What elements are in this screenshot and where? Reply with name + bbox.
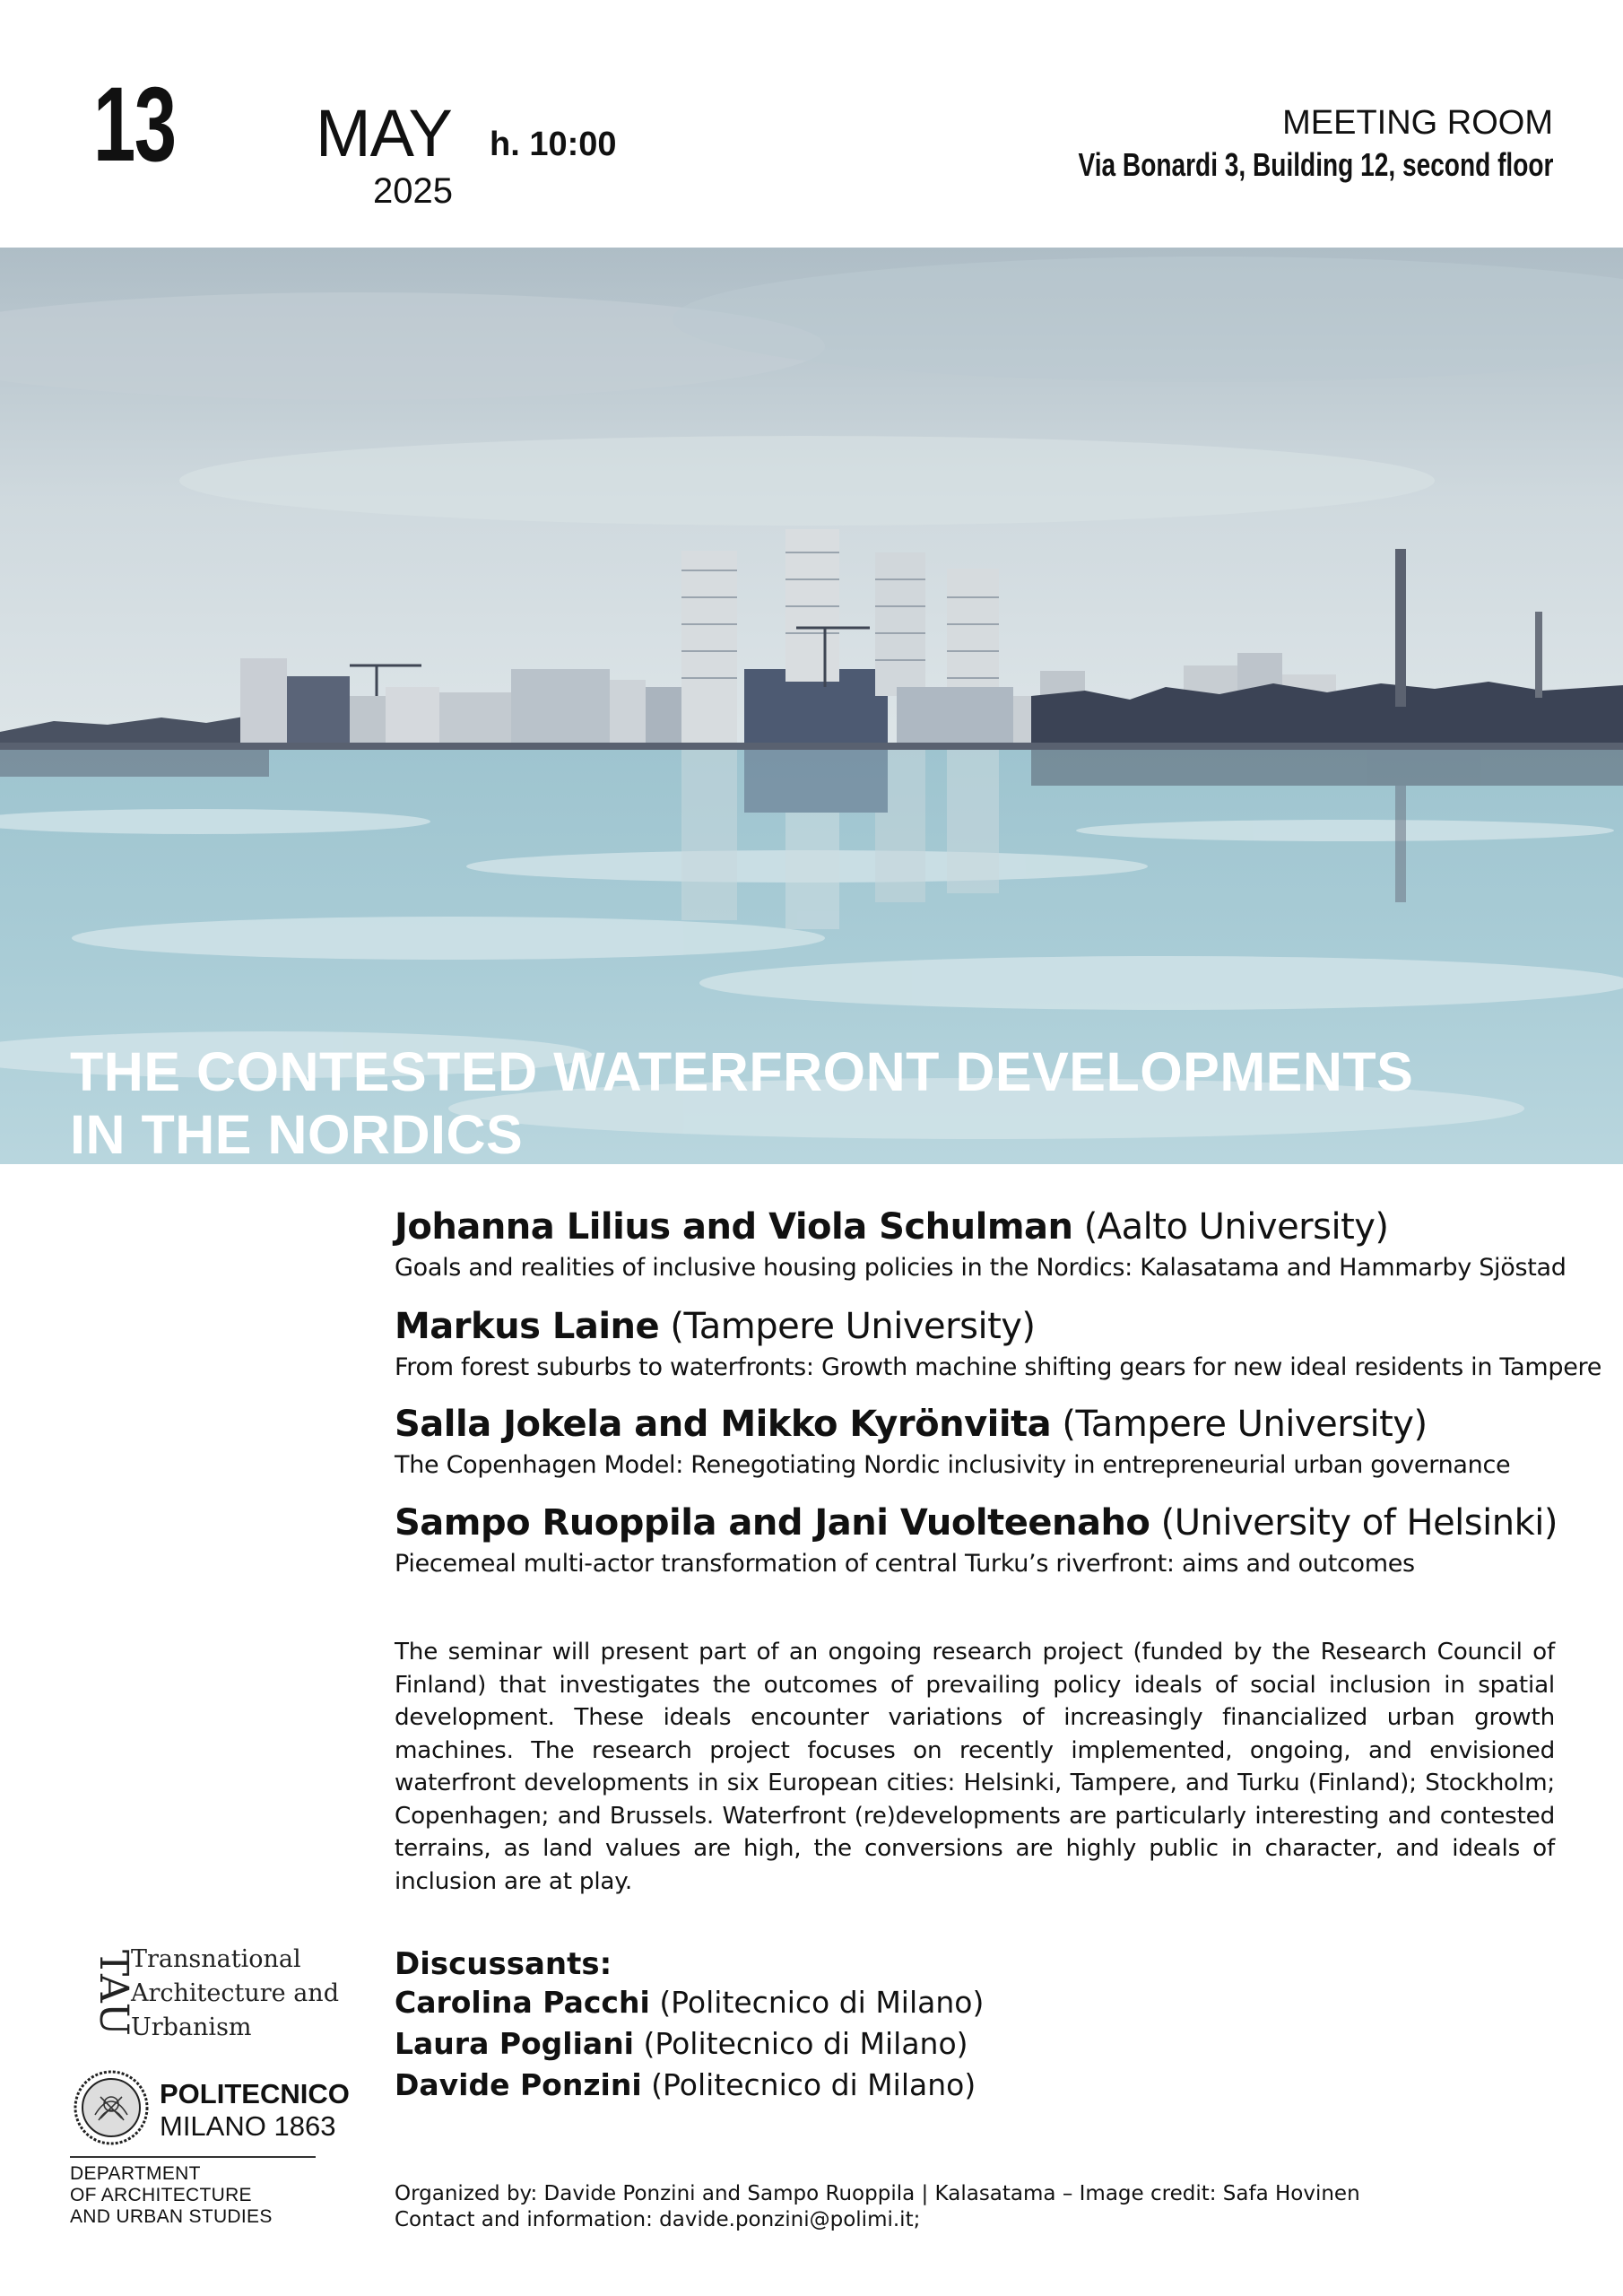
- discussant-name: Carolina Pacchi: [395, 1985, 650, 2020]
- discussant-name: Laura Pogliani: [395, 2026, 634, 2061]
- tau-line: Urbanism: [131, 2013, 252, 2041]
- discussants-heading: Discussants:: [395, 1946, 612, 1982]
- talk-speakers-line: [395, 1305, 1560, 1348]
- talk-title: Goals and realities of inclusive housing policies in the Nordics: Kalasatama and Hammarby Sjöstad: [395, 1254, 1567, 1282]
- talk-title: The Copenhagen Model: Renegotiating Nordic inclusivity in entrepreneurial urban governance: [395, 1451, 1511, 1479]
- discussant: [395, 1984, 984, 2022]
- talk-speakers: Salla Jokela and Mikko Kyrönviita: [395, 1404, 1052, 1445]
- department-line: OF ARCHITECTURE: [70, 2185, 252, 2205]
- seminar-title-line2: IN THE NORDICS: [70, 1104, 524, 1165]
- talk-speakers-line: [395, 1205, 1560, 1248]
- department-divider: [70, 2156, 316, 2158]
- seminar-title-line1: THE CONTESTED WATERFRONT DEVELOPMENTS: [70, 1041, 1414, 1102]
- department-line: DEPARTMENT: [70, 2163, 201, 2184]
- hero-photo: [0, 248, 1623, 1164]
- tau-logo-icon: [66, 1946, 136, 2043]
- talk-speakers: Markus Laine: [395, 1306, 660, 1347]
- discussant: [395, 2025, 968, 2063]
- talk-1: [395, 1205, 1567, 1284]
- seminar-title: [70, 1040, 1413, 1166]
- politecnico-subtitle: MILANO 1863: [160, 2110, 336, 2142]
- event-time: h. 10:00: [490, 126, 617, 163]
- discussant-affiliation: (Politecnico di Milano): [643, 2026, 968, 2061]
- talk-affiliation: (Tampere University): [1062, 1404, 1428, 1445]
- event-day: 13: [93, 65, 176, 184]
- talk-speakers: Johanna Lilius and Viola Schulman: [395, 1206, 1073, 1248]
- tau-logo-wordmark: [131, 1943, 339, 2045]
- contact-info: Contact and information: davide.ponzini@polimi.it;: [395, 2208, 921, 2231]
- talk-speakers-line: [395, 1403, 1560, 1446]
- discussant-name: Davide Ponzini: [395, 2067, 642, 2102]
- talk-2: [395, 1305, 1602, 1384]
- event-year: 2025: [373, 171, 453, 211]
- discussant-affiliation: (Politecnico di Milano): [659, 1985, 985, 2020]
- department-line: AND URBAN STUDIES: [70, 2206, 273, 2227]
- talk-speakers: Sampo Ruoppila and Jani Vuolteenaho: [395, 1502, 1150, 1544]
- talk-4: [395, 1501, 1560, 1580]
- talk-affiliation: (University of Helsinki): [1160, 1502, 1558, 1544]
- discussant-affiliation: (Politecnico di Milano): [651, 2067, 976, 2102]
- talk-3: [395, 1403, 1560, 1482]
- organizer-credits: Organized by: Davide Ponzini and Sampo Ruoppila | Kalasatama – Image credit: Safa Hovinen: [395, 2182, 1360, 2205]
- talk-affiliation: (Tampere University): [670, 1306, 1036, 1347]
- politecnico-name: POLITECNICO: [160, 2078, 350, 2109]
- discussant: [395, 2066, 976, 2104]
- talk-title: Piecemeal multi-actor transformation of central Turku’s riverfront: aims and outcomes: [395, 1550, 1415, 1578]
- talk-affiliation: (Aalto University): [1083, 1206, 1389, 1248]
- tau-line: Transnational: [131, 1945, 301, 1973]
- tau-line: Architecture and: [131, 1979, 339, 2007]
- tau-logo-text: TAU: [91, 1950, 136, 2036]
- talk-title: From forest suburbs to waterfronts: Growth machine shifting gears for new ideal residents in Tampere: [395, 1353, 1602, 1381]
- venue-address: Via Bonardi 3, Building 12, second floor: [1078, 146, 1553, 183]
- venue-name: MEETING ROOM: [1282, 104, 1553, 142]
- talk-speakers-line: [395, 1501, 1560, 1544]
- waterfront-skyline-illustration: [0, 248, 1623, 1164]
- politecnico-seal-icon: [74, 2070, 149, 2145]
- department-name: [70, 2163, 273, 2228]
- event-month: MAY: [316, 96, 452, 170]
- seminar-abstract: The seminar will present part of an ongoing research project (funded by the Research Council of Finland) that investigates the outcomes of prevailing policy ideals of social inclusion in spatial development. These ideals encounter variations of increasingly financialized urban growth machines. The research project focuses on recently implemented, ongoing, and envisioned waterfront developments in six European cities: Helsinki, Tampere, and Turku (Finland); Stockholm; Copenhagen; and Brussels. Waterfront (re)developments are particularly interesting and contested terrains, as land values are high, the conversions are highly public in character, and ideals of inclusion are at play.: [395, 1639, 1555, 1895]
